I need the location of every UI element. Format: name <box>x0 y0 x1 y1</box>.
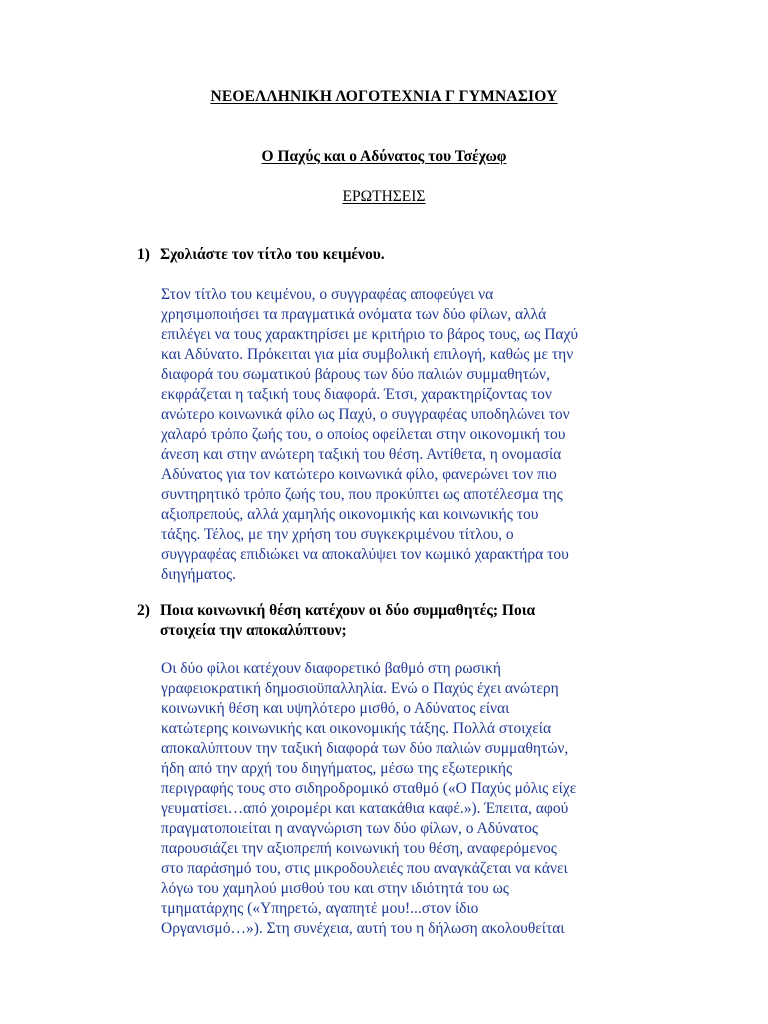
answer-line: Οργανισμό…»). Στη συνέχεια, αυτή του η δήλωση ακολουθείται <box>161 920 565 937</box>
answer-line: εκφράζεται η ταξική τους διαφορά. Έτσι, χαρακτηρίζοντας τον <box>161 386 552 403</box>
question-number: 2) <box>137 602 150 619</box>
answer-line: τμηματάρχης («Υπηρετώ, αγαπητέ μου!...στον ίδιο <box>161 900 479 917</box>
answer-line: συγγραφέας επιδιώκει να αποκαλύψει τον κωμικό χαρακτήρα του <box>161 546 569 563</box>
answer-line: διηγήματος. <box>161 566 236 583</box>
question-1 <box>137 245 657 265</box>
answer-line: Στον τίτλο του κειμένου, ο συγγραφέας αποφεύγει να <box>161 286 494 303</box>
answer-line: ήδη από την αρχή του διηγήματος, μέσω της εξωτερικής <box>161 760 513 777</box>
answer-line: αποκαλύπτουν την ταξική διαφορά των δύο παλιών συμμαθητών, <box>161 740 569 757</box>
answer-line: πραγματοποιείται η αναγνώριση των δύο φίλων, ο Αδύνατος <box>161 820 538 837</box>
answer-line: κατώτερης κοινωνικής και οικονομικής τάξης. Πολλά στοιχεία <box>161 720 552 737</box>
answer-line: συντηρητικό τρόπο ζωής του, που προκύπτει ως αποτέλεσμα της <box>161 486 563 503</box>
question-text: Ποια κοινωνική θέση κατέχουν οι δύο συμμαθητές; Ποια <box>160 602 536 619</box>
answer-line: διαφορά του σωματικού βάρους των δύο παλιών συμμαθητών, <box>161 366 550 383</box>
answer-line: στο παράσημό του, στις μικροδουλειές που αναγκάζεται να κάνει <box>161 860 568 877</box>
answer-line: περιγραφής τους στο σιδηροδρομικό σταθμό («Ο Παχύς μόλις είχε <box>161 780 577 797</box>
answer-line: τάξης. Τέλος, με την χρήση του συγκεκριμένου τίτλου, ο <box>161 526 514 543</box>
answer-line: και Αδύνατο. Πρόκειται για μία συμβολική επιλογή, καθώς με την <box>161 346 574 363</box>
answer-line: ανώτερο κοινωνικά φίλο ως Παχύ, ο συγγραφέας υποδηλώνει τον <box>161 406 570 423</box>
answer-line: χρησιμοποιήσει τα πραγματικά ονόματα των δύο φίλων, αλλά <box>161 306 547 323</box>
answer-2 <box>161 659 661 939</box>
answer-line: παρουσιάζει την αξιοπρεπή κοινωνική του θέση, αναφερόμενος <box>161 840 557 857</box>
answer-line: άνεση και στην ανώτερη ταξική του θέση. Αντίθετα, η ονομασία <box>161 446 562 463</box>
answer-line: γραφειοκρατική δημοσιοϋπαλληλία. Ενώ ο Παχύς έχει ανώτερη <box>161 680 559 697</box>
answer-line: κοινωνική θέση και υψηλότερο μισθό, ο Αδύνατος είναι <box>161 700 510 717</box>
answer-line: χαλαρό τρόπο ζωής του, ο οποίος οφείλεται στην οικονομική του <box>161 426 566 443</box>
answer-line: γευματίσει…από χοιρομέρι και κατακάθια καφέ.»). Έπειτα, αφού <box>161 800 569 817</box>
question-text: Σχολιάστε τον τίτλο του κειμένου. <box>160 246 385 263</box>
question-text: στοιχεία την αποκαλύπτουν; <box>160 622 347 639</box>
answer-line: Οι δύο φίλοι κατέχουν διαφορετικό βαθμό στη ρωσική <box>161 660 501 677</box>
question-2 <box>137 601 657 641</box>
course-heading: ΝΕΟΕΛΛΗΝΙΚΗ ΛΟΓΟΤΕΧΝΙΑ Γ ΓΥΜΝΑΣΙΟΥ <box>210 88 558 105</box>
answer-line: αξιοπρεπούς, αλλά χαμηλής οικονομικής και κοινωνικής του <box>161 506 539 523</box>
answer-line: Αδύνατος για τον κατώτερο κοινωνικά φίλο, φανερώνει τον πιο <box>161 466 557 483</box>
story-title: Ο Παχύς και ο Αδύνατος του Τσέχωφ <box>261 148 507 165</box>
question-number: 1) <box>137 246 150 263</box>
answer-line: λόγω του χαμηλού μισθού του και στην ιδιότητά του ως <box>161 880 509 897</box>
answer-line: επιλέγει να τους χαρακτηρίσει με κριτήριο το βάρος τους, ως Παχύ <box>161 326 579 343</box>
answer-1 <box>161 285 661 585</box>
questions-heading: ΕΡΩΤΗΣΕΙΣ <box>342 188 426 205</box>
